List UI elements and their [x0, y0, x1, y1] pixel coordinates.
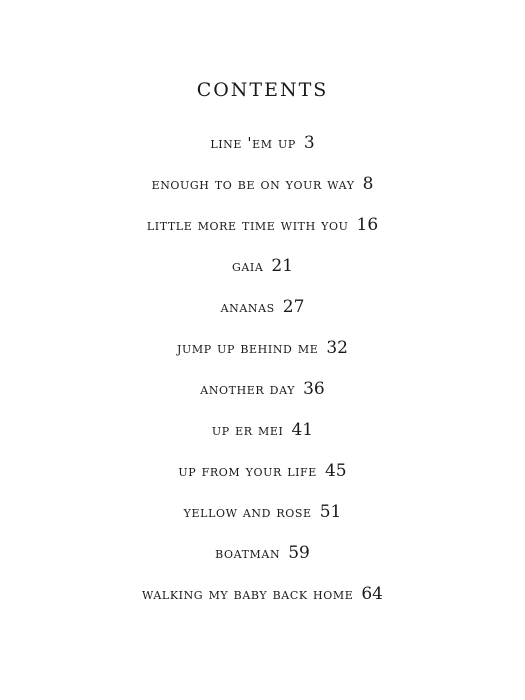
toc-entry-page: 45	[324, 460, 347, 481]
toc-entry-title: gaia	[231, 256, 264, 275]
toc-entry[interactable]	[0, 491, 525, 532]
toc-entry[interactable]	[0, 122, 525, 163]
toc-entry[interactable]	[0, 245, 525, 286]
toc-entry-title: enough to be on your way	[151, 174, 355, 193]
toc-entry-title: yellow and rose	[183, 502, 312, 521]
toc-entry-title: jump up behind me	[177, 338, 319, 357]
toc-entry-title: boatman	[215, 543, 281, 562]
toc-entry-page: 59	[288, 542, 310, 563]
toc-entry-title: up er mei	[211, 420, 284, 439]
toc-entry-page: 32	[326, 337, 348, 358]
toc-entry-title: another day	[200, 379, 296, 398]
table-of-contents	[0, 122, 525, 614]
toc-entry[interactable]	[0, 532, 525, 573]
toc-entry-page: 27	[282, 296, 305, 317]
toc-entry[interactable]	[0, 409, 525, 450]
toc-entry-page: 41	[291, 419, 314, 440]
toc-entry-page: 51	[319, 501, 342, 522]
toc-entry-page: 16	[356, 214, 379, 235]
page-title: contents	[196, 72, 329, 103]
toc-entry[interactable]	[0, 327, 525, 368]
toc-entry[interactable]	[0, 450, 525, 491]
toc-entry-page: 21	[271, 255, 294, 276]
toc-entry-title: up from your life	[178, 461, 317, 480]
toc-entry-title: line 'em up	[210, 133, 296, 152]
toc-entry-page: 36	[303, 378, 325, 399]
toc-entry[interactable]	[0, 573, 525, 614]
toc-entry-title: ananas	[220, 297, 275, 316]
toc-entry[interactable]	[0, 163, 525, 204]
toc-entry-page: 64	[361, 583, 383, 604]
toc-entry-page: 3	[303, 132, 315, 153]
toc-entry[interactable]	[0, 368, 525, 409]
toc-entry[interactable]	[0, 286, 525, 327]
toc-entry[interactable]	[0, 204, 525, 245]
toc-entry-title: little more time with you	[146, 215, 349, 234]
toc-entry-title: walking my baby back home	[142, 584, 354, 603]
toc-entry-page: 8	[362, 173, 374, 194]
